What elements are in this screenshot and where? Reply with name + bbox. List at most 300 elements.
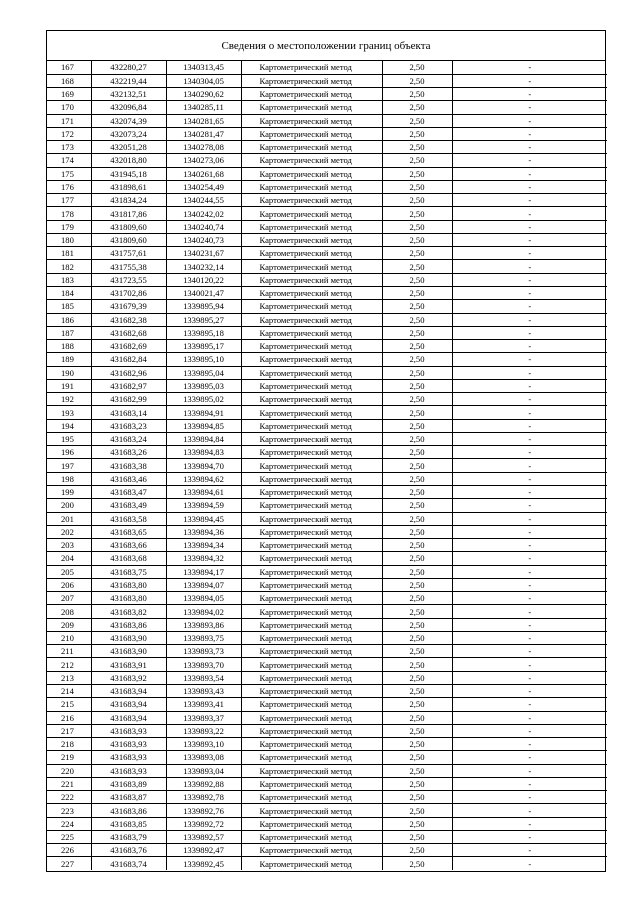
table-row bbox=[47, 671, 607, 684]
table-row bbox=[47, 353, 607, 366]
y-coordinate-cell: 1339894,83 bbox=[166, 446, 241, 459]
method-cell: Картометрический метод bbox=[241, 194, 382, 207]
method-cell: Картометрический метод bbox=[241, 167, 382, 180]
description-cell: - bbox=[452, 671, 607, 684]
table-row bbox=[47, 804, 607, 817]
description-cell: - bbox=[452, 74, 607, 87]
description-cell: - bbox=[452, 684, 607, 697]
x-coordinate-cell: 431683,94 bbox=[91, 698, 166, 711]
method-cell: Картометрический метод bbox=[241, 233, 382, 246]
precision-cell: 2,50 bbox=[382, 353, 452, 366]
table-row bbox=[47, 565, 607, 578]
description-cell: - bbox=[452, 512, 607, 525]
table-row bbox=[47, 287, 607, 300]
y-coordinate-cell: 1340285,11 bbox=[166, 101, 241, 114]
x-coordinate-cell: 431683,49 bbox=[91, 499, 166, 512]
precision-cell: 2,50 bbox=[382, 472, 452, 485]
description-cell: - bbox=[452, 300, 607, 313]
x-coordinate-cell: 431682,97 bbox=[91, 379, 166, 392]
y-coordinate-cell: 1339893,43 bbox=[166, 684, 241, 697]
precision-cell: 2,50 bbox=[382, 167, 452, 180]
method-cell: Картометрический метод bbox=[241, 711, 382, 724]
y-coordinate-cell: 1339892,76 bbox=[166, 804, 241, 817]
x-coordinate-cell: 431683,23 bbox=[91, 419, 166, 432]
table-row bbox=[47, 817, 607, 830]
description-cell: - bbox=[452, 127, 607, 140]
precision-cell: 2,50 bbox=[382, 419, 452, 432]
table-row bbox=[47, 631, 607, 644]
y-coordinate-cell: 1339894,07 bbox=[166, 578, 241, 591]
precision-cell: 2,50 bbox=[382, 366, 452, 379]
precision-cell: 2,50 bbox=[382, 605, 452, 618]
description-cell: - bbox=[452, 738, 607, 751]
method-cell: Картометрический метод bbox=[241, 260, 382, 273]
method-cell: Картометрический метод bbox=[241, 512, 382, 525]
x-coordinate-cell: 431755,38 bbox=[91, 260, 166, 273]
method-cell: Картометрический метод bbox=[241, 539, 382, 552]
point-number-cell: 174 bbox=[47, 154, 91, 167]
description-cell: - bbox=[452, 340, 607, 353]
method-cell: Картометрический метод bbox=[241, 658, 382, 671]
y-coordinate-cell: 1339894,62 bbox=[166, 472, 241, 485]
y-coordinate-cell: 1340242,02 bbox=[166, 207, 241, 220]
table-row bbox=[47, 525, 607, 538]
table-row bbox=[47, 459, 607, 472]
description-cell: - bbox=[452, 313, 607, 326]
precision-cell: 2,50 bbox=[382, 565, 452, 578]
method-cell: Картометрический метод bbox=[241, 432, 382, 445]
table-row bbox=[47, 512, 607, 525]
precision-cell: 2,50 bbox=[382, 233, 452, 246]
point-number-cell: 193 bbox=[47, 406, 91, 419]
x-coordinate-cell: 432018,80 bbox=[91, 154, 166, 167]
precision-cell: 2,50 bbox=[382, 127, 452, 140]
table-row bbox=[47, 207, 607, 220]
y-coordinate-cell: 1339894,45 bbox=[166, 512, 241, 525]
point-number-cell: 192 bbox=[47, 393, 91, 406]
precision-cell: 2,50 bbox=[382, 141, 452, 154]
method-cell: Картометрический метод bbox=[241, 446, 382, 459]
table-row bbox=[47, 180, 607, 193]
description-cell: - bbox=[452, 233, 607, 246]
x-coordinate-cell: 431683,93 bbox=[91, 764, 166, 777]
point-number-cell: 217 bbox=[47, 724, 91, 737]
x-coordinate-cell: 431683,90 bbox=[91, 645, 166, 658]
point-number-cell: 176 bbox=[47, 180, 91, 193]
y-coordinate-cell: 1339893,54 bbox=[166, 671, 241, 684]
method-cell: Картометрический метод bbox=[241, 631, 382, 644]
y-coordinate-cell: 1339894,59 bbox=[166, 499, 241, 512]
x-coordinate-cell: 431702,86 bbox=[91, 287, 166, 300]
x-coordinate-cell: 431683,94 bbox=[91, 684, 166, 697]
method-cell: Картометрический метод bbox=[241, 340, 382, 353]
method-cell: Картометрический метод bbox=[241, 645, 382, 658]
precision-cell: 2,50 bbox=[382, 592, 452, 605]
description-cell: - bbox=[452, 366, 607, 379]
method-cell: Картометрический метод bbox=[241, 472, 382, 485]
description-cell: - bbox=[452, 194, 607, 207]
point-number-cell: 216 bbox=[47, 711, 91, 724]
x-coordinate-cell: 432051,28 bbox=[91, 141, 166, 154]
y-coordinate-cell: 1340278,08 bbox=[166, 141, 241, 154]
point-number-cell: 204 bbox=[47, 552, 91, 565]
y-coordinate-cell: 1340281,65 bbox=[166, 114, 241, 127]
description-cell: - bbox=[452, 645, 607, 658]
table-row bbox=[47, 777, 607, 790]
point-number-cell: 189 bbox=[47, 353, 91, 366]
y-coordinate-cell: 1339895,10 bbox=[166, 353, 241, 366]
table-row bbox=[47, 88, 607, 101]
table-row bbox=[47, 194, 607, 207]
point-number-cell: 194 bbox=[47, 419, 91, 432]
y-coordinate-cell: 1339895,02 bbox=[166, 393, 241, 406]
x-coordinate-cell: 431683,24 bbox=[91, 432, 166, 445]
point-number-cell: 185 bbox=[47, 300, 91, 313]
point-number-cell: 172 bbox=[47, 127, 91, 140]
description-cell: - bbox=[452, 101, 607, 114]
y-coordinate-cell: 1340240,74 bbox=[166, 220, 241, 233]
method-cell: Картометрический метод bbox=[241, 830, 382, 843]
table-row bbox=[47, 326, 607, 339]
method-cell: Картометрический метод bbox=[241, 313, 382, 326]
x-coordinate-cell: 431683,82 bbox=[91, 605, 166, 618]
method-cell: Картометрический метод bbox=[241, 804, 382, 817]
precision-cell: 2,50 bbox=[382, 578, 452, 591]
x-coordinate-cell: 431683,80 bbox=[91, 578, 166, 591]
y-coordinate-cell: 1340231,67 bbox=[166, 247, 241, 260]
table-row bbox=[47, 406, 607, 419]
method-cell: Картометрический метод bbox=[241, 486, 382, 499]
point-number-cell: 210 bbox=[47, 631, 91, 644]
method-cell: Картометрический метод bbox=[241, 127, 382, 140]
y-coordinate-cell: 1340281,47 bbox=[166, 127, 241, 140]
point-number-cell: 225 bbox=[47, 830, 91, 843]
point-number-cell: 220 bbox=[47, 764, 91, 777]
x-coordinate-cell: 431683,46 bbox=[91, 472, 166, 485]
precision-cell: 2,50 bbox=[382, 247, 452, 260]
description-cell: - bbox=[452, 804, 607, 817]
method-cell: Картометрический метод bbox=[241, 406, 382, 419]
point-number-cell: 196 bbox=[47, 446, 91, 459]
y-coordinate-cell: 1339892,47 bbox=[166, 844, 241, 857]
precision-cell: 2,50 bbox=[382, 499, 452, 512]
point-number-cell: 175 bbox=[47, 167, 91, 180]
description-cell: - bbox=[452, 565, 607, 578]
point-number-cell: 187 bbox=[47, 326, 91, 339]
y-coordinate-cell: 1339895,18 bbox=[166, 326, 241, 339]
precision-cell: 2,50 bbox=[382, 74, 452, 87]
table-row bbox=[47, 379, 607, 392]
description-cell: - bbox=[452, 777, 607, 790]
precision-cell: 2,50 bbox=[382, 313, 452, 326]
description-cell: - bbox=[452, 499, 607, 512]
method-cell: Картометрический метод bbox=[241, 565, 382, 578]
point-number-cell: 199 bbox=[47, 486, 91, 499]
point-number-cell: 209 bbox=[47, 618, 91, 631]
description-cell: - bbox=[452, 287, 607, 300]
description-cell: - bbox=[452, 486, 607, 499]
precision-cell: 2,50 bbox=[382, 101, 452, 114]
description-cell: - bbox=[452, 618, 607, 631]
y-coordinate-cell: 1339893,41 bbox=[166, 698, 241, 711]
x-coordinate-cell: 431683,90 bbox=[91, 631, 166, 644]
point-number-cell: 202 bbox=[47, 525, 91, 538]
method-cell: Картометрический метод bbox=[241, 141, 382, 154]
method-cell: Картометрический метод bbox=[241, 698, 382, 711]
point-number-cell: 224 bbox=[47, 817, 91, 830]
precision-cell: 2,50 bbox=[382, 114, 452, 127]
x-coordinate-cell: 431757,61 bbox=[91, 247, 166, 260]
x-coordinate-cell: 431683,14 bbox=[91, 406, 166, 419]
precision-cell: 2,50 bbox=[382, 804, 452, 817]
precision-cell: 2,50 bbox=[382, 260, 452, 273]
y-coordinate-cell: 1339893,86 bbox=[166, 618, 241, 631]
y-coordinate-cell: 1339894,61 bbox=[166, 486, 241, 499]
table-row bbox=[47, 698, 607, 711]
table-row bbox=[47, 446, 607, 459]
x-coordinate-cell: 432073,24 bbox=[91, 127, 166, 140]
description-cell: - bbox=[452, 88, 607, 101]
x-coordinate-cell: 431898,61 bbox=[91, 180, 166, 193]
description-cell: - bbox=[452, 578, 607, 591]
y-coordinate-cell: 1339893,70 bbox=[166, 658, 241, 671]
point-number-cell: 206 bbox=[47, 578, 91, 591]
precision-cell: 2,50 bbox=[382, 525, 452, 538]
table-row bbox=[47, 592, 607, 605]
description-cell: - bbox=[452, 857, 607, 870]
method-cell: Картометрический метод bbox=[241, 552, 382, 565]
y-coordinate-cell: 1340261,68 bbox=[166, 167, 241, 180]
table-row bbox=[47, 605, 607, 618]
description-cell: - bbox=[452, 207, 607, 220]
point-number-cell: 197 bbox=[47, 459, 91, 472]
table-row bbox=[47, 658, 607, 671]
point-number-cell: 208 bbox=[47, 605, 91, 618]
y-coordinate-cell: 1339892,88 bbox=[166, 777, 241, 790]
precision-cell: 2,50 bbox=[382, 777, 452, 790]
x-coordinate-cell: 431683,58 bbox=[91, 512, 166, 525]
method-cell: Картометрический метод bbox=[241, 671, 382, 684]
y-coordinate-cell: 1340313,45 bbox=[166, 61, 241, 74]
y-coordinate-cell: 1339894,05 bbox=[166, 592, 241, 605]
precision-cell: 2,50 bbox=[382, 326, 452, 339]
precision-cell: 2,50 bbox=[382, 207, 452, 220]
table-row bbox=[47, 539, 607, 552]
description-cell: - bbox=[452, 419, 607, 432]
point-number-cell: 186 bbox=[47, 313, 91, 326]
y-coordinate-cell: 1339894,91 bbox=[166, 406, 241, 419]
precision-cell: 2,50 bbox=[382, 711, 452, 724]
description-cell: - bbox=[452, 260, 607, 273]
precision-cell: 2,50 bbox=[382, 154, 452, 167]
x-coordinate-cell: 431809,60 bbox=[91, 220, 166, 233]
x-coordinate-cell: 431834,24 bbox=[91, 194, 166, 207]
x-coordinate-cell: 431683,38 bbox=[91, 459, 166, 472]
coordinates-table-body bbox=[47, 61, 607, 870]
x-coordinate-cell: 431682,84 bbox=[91, 353, 166, 366]
method-cell: Картометрический метод bbox=[241, 207, 382, 220]
precision-cell: 2,50 bbox=[382, 817, 452, 830]
method-cell: Картометрический метод bbox=[241, 605, 382, 618]
y-coordinate-cell: 1339895,94 bbox=[166, 300, 241, 313]
table-row bbox=[47, 247, 607, 260]
x-coordinate-cell: 431683,91 bbox=[91, 658, 166, 671]
method-cell: Картометрический метод bbox=[241, 844, 382, 857]
table-row bbox=[47, 220, 607, 233]
description-cell: - bbox=[452, 446, 607, 459]
description-cell: - bbox=[452, 459, 607, 472]
description-cell: - bbox=[452, 61, 607, 74]
y-coordinate-cell: 1339894,17 bbox=[166, 565, 241, 578]
description-cell: - bbox=[452, 393, 607, 406]
x-coordinate-cell: 432096,84 bbox=[91, 101, 166, 114]
description-cell: - bbox=[452, 220, 607, 233]
method-cell: Картометрический метод bbox=[241, 287, 382, 300]
x-coordinate-cell: 431683,76 bbox=[91, 844, 166, 857]
y-coordinate-cell: 1340273,06 bbox=[166, 154, 241, 167]
description-cell: - bbox=[452, 247, 607, 260]
x-coordinate-cell: 431683,86 bbox=[91, 618, 166, 631]
method-cell: Картометрический метод bbox=[241, 353, 382, 366]
document-title: Сведения о местоположении границ объекта bbox=[47, 31, 605, 61]
y-coordinate-cell: 1339892,72 bbox=[166, 817, 241, 830]
point-number-cell: 179 bbox=[47, 220, 91, 233]
description-cell: - bbox=[452, 406, 607, 419]
method-cell: Картометрический метод bbox=[241, 777, 382, 790]
table-row bbox=[47, 61, 607, 74]
precision-cell: 2,50 bbox=[382, 671, 452, 684]
method-cell: Картометрический метод bbox=[241, 379, 382, 392]
method-cell: Картометрический метод bbox=[241, 220, 382, 233]
precision-cell: 2,50 bbox=[382, 830, 452, 843]
x-coordinate-cell: 432219,44 bbox=[91, 74, 166, 87]
x-coordinate-cell: 431683,92 bbox=[91, 671, 166, 684]
method-cell: Картометрический метод bbox=[241, 459, 382, 472]
point-number-cell: 201 bbox=[47, 512, 91, 525]
x-coordinate-cell: 431817,86 bbox=[91, 207, 166, 220]
point-number-cell: 205 bbox=[47, 565, 91, 578]
y-coordinate-cell: 1339893,75 bbox=[166, 631, 241, 644]
y-coordinate-cell: 1340120,22 bbox=[166, 273, 241, 286]
table-row bbox=[47, 432, 607, 445]
point-number-cell: 203 bbox=[47, 539, 91, 552]
table-row bbox=[47, 552, 607, 565]
table-row bbox=[47, 830, 607, 843]
y-coordinate-cell: 1339894,85 bbox=[166, 419, 241, 432]
table-row bbox=[47, 260, 607, 273]
y-coordinate-cell: 1340232,14 bbox=[166, 260, 241, 273]
method-cell: Картометрический метод bbox=[241, 724, 382, 737]
y-coordinate-cell: 1340254,49 bbox=[166, 180, 241, 193]
y-coordinate-cell: 1340240,73 bbox=[166, 233, 241, 246]
point-number-cell: 169 bbox=[47, 88, 91, 101]
point-number-cell: 178 bbox=[47, 207, 91, 220]
x-coordinate-cell: 431683,93 bbox=[91, 751, 166, 764]
point-number-cell: 168 bbox=[47, 74, 91, 87]
point-number-cell: 200 bbox=[47, 499, 91, 512]
x-coordinate-cell: 431683,66 bbox=[91, 539, 166, 552]
x-coordinate-cell: 431809,60 bbox=[91, 233, 166, 246]
method-cell: Картометрический метод bbox=[241, 738, 382, 751]
table-row bbox=[47, 857, 607, 870]
precision-cell: 2,50 bbox=[382, 631, 452, 644]
x-coordinate-cell: 431682,99 bbox=[91, 393, 166, 406]
precision-cell: 2,50 bbox=[382, 618, 452, 631]
method-cell: Картометрический метод bbox=[241, 618, 382, 631]
method-cell: Картометрический метод bbox=[241, 366, 382, 379]
method-cell: Картометрический метод bbox=[241, 499, 382, 512]
y-coordinate-cell: 1339895,04 bbox=[166, 366, 241, 379]
description-cell: - bbox=[452, 817, 607, 830]
precision-cell: 2,50 bbox=[382, 406, 452, 419]
point-number-cell: 215 bbox=[47, 698, 91, 711]
method-cell: Картометрический метод bbox=[241, 817, 382, 830]
point-number-cell: 180 bbox=[47, 233, 91, 246]
precision-cell: 2,50 bbox=[382, 446, 452, 459]
precision-cell: 2,50 bbox=[382, 658, 452, 671]
description-cell: - bbox=[452, 751, 607, 764]
method-cell: Картометрический метод bbox=[241, 247, 382, 260]
description-cell: - bbox=[452, 353, 607, 366]
description-cell: - bbox=[452, 114, 607, 127]
point-number-cell: 171 bbox=[47, 114, 91, 127]
y-coordinate-cell: 1339893,10 bbox=[166, 738, 241, 751]
y-coordinate-cell: 1339894,34 bbox=[166, 539, 241, 552]
description-cell: - bbox=[452, 472, 607, 485]
point-number-cell: 170 bbox=[47, 101, 91, 114]
table-row bbox=[47, 419, 607, 432]
description-cell: - bbox=[452, 154, 607, 167]
x-coordinate-cell: 431682,69 bbox=[91, 340, 166, 353]
table-row bbox=[47, 486, 607, 499]
description-cell: - bbox=[452, 658, 607, 671]
description-cell: - bbox=[452, 326, 607, 339]
y-coordinate-cell: 1339894,84 bbox=[166, 432, 241, 445]
description-cell: - bbox=[452, 379, 607, 392]
method-cell: Картометрический метод bbox=[241, 74, 382, 87]
table-row bbox=[47, 578, 607, 591]
table-row bbox=[47, 300, 607, 313]
x-coordinate-cell: 432074,39 bbox=[91, 114, 166, 127]
table-row bbox=[47, 738, 607, 751]
table-row bbox=[47, 618, 607, 631]
table-row bbox=[47, 167, 607, 180]
point-number-cell: 190 bbox=[47, 366, 91, 379]
x-coordinate-cell: 431683,80 bbox=[91, 592, 166, 605]
description-cell: - bbox=[452, 141, 607, 154]
point-number-cell: 198 bbox=[47, 472, 91, 485]
description-cell: - bbox=[452, 711, 607, 724]
table-row bbox=[47, 684, 607, 697]
description-cell: - bbox=[452, 167, 607, 180]
table-row bbox=[47, 791, 607, 804]
precision-cell: 2,50 bbox=[382, 738, 452, 751]
precision-cell: 2,50 bbox=[382, 684, 452, 697]
point-number-cell: 218 bbox=[47, 738, 91, 751]
point-number-cell: 173 bbox=[47, 141, 91, 154]
y-coordinate-cell: 1340021,47 bbox=[166, 287, 241, 300]
table-row bbox=[47, 366, 607, 379]
y-coordinate-cell: 1339893,04 bbox=[166, 764, 241, 777]
precision-cell: 2,50 bbox=[382, 180, 452, 193]
precision-cell: 2,50 bbox=[382, 698, 452, 711]
precision-cell: 2,50 bbox=[382, 300, 452, 313]
point-number-cell: 181 bbox=[47, 247, 91, 260]
table-row bbox=[47, 154, 607, 167]
point-number-cell: 223 bbox=[47, 804, 91, 817]
point-number-cell: 207 bbox=[47, 592, 91, 605]
method-cell: Картометрический метод bbox=[241, 578, 382, 591]
